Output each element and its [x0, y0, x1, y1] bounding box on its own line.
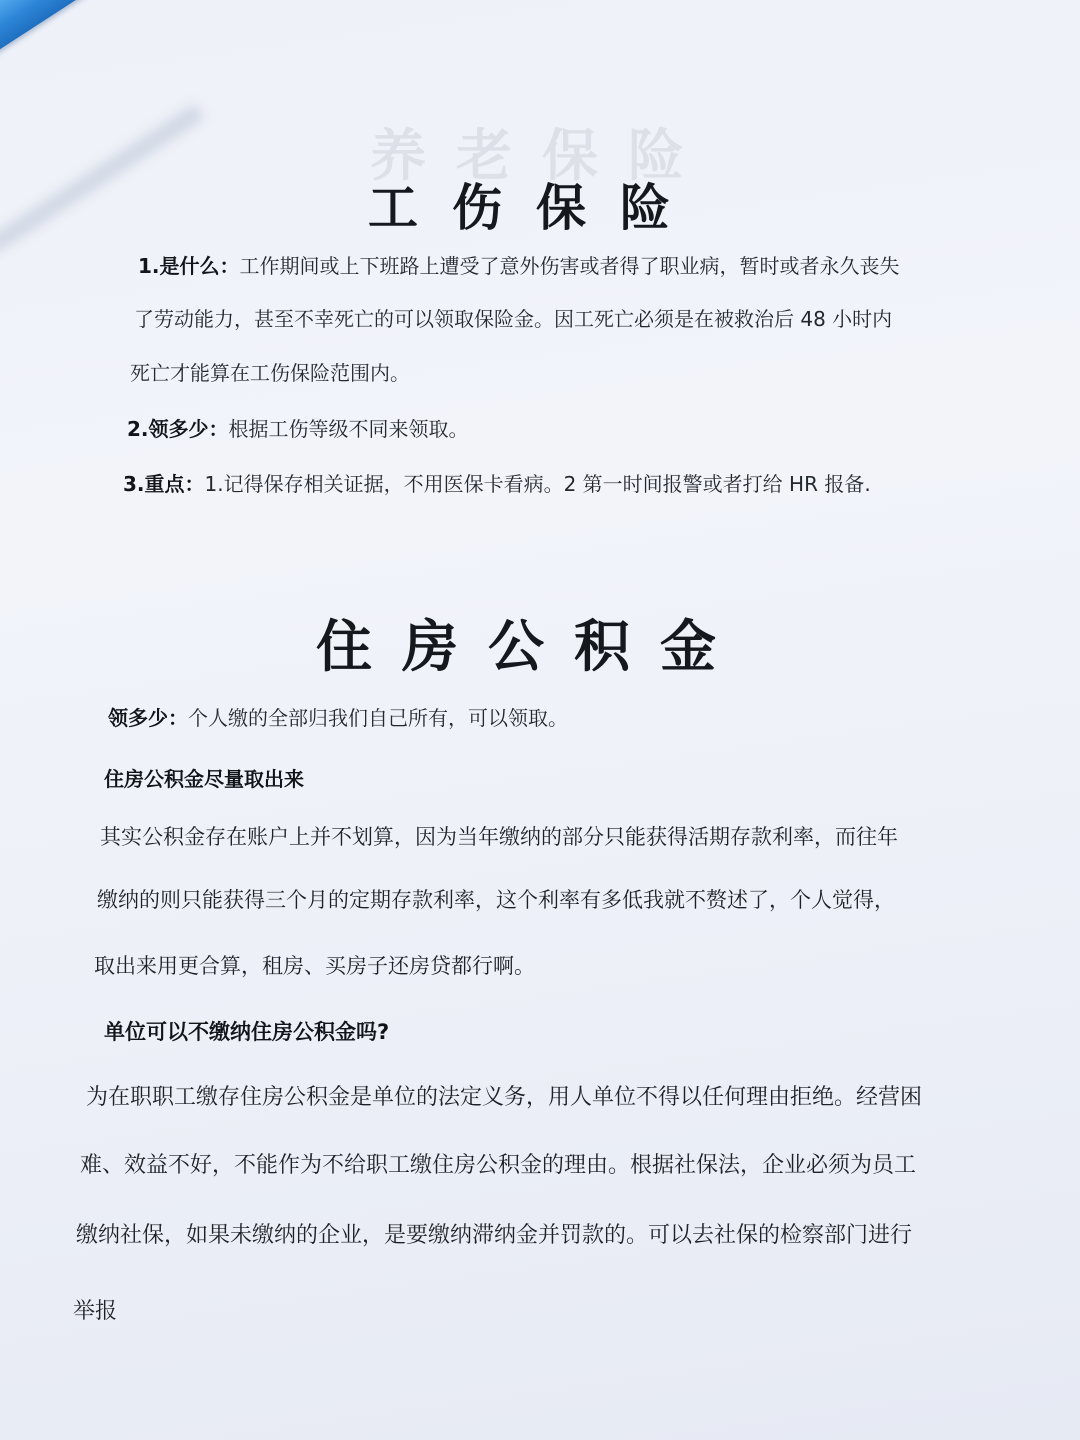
sub2-line4: 举报	[73, 1299, 118, 1324]
item2-line	[127, 413, 469, 442]
item2-text: 根据工伤等级不同来领取。	[228, 417, 469, 441]
item1-label: 1.是什么：	[138, 254, 240, 278]
pen-shadow	[0, 103, 205, 254]
item2-label: 2.领多少：	[127, 417, 229, 441]
claim-line	[108, 702, 568, 731]
blue-pen-icon	[0, 0, 220, 80]
sub2-line1: 为在职职工缴存住房公积金是单位的法定义务，用人单位不得以任何理由拒绝。经营困	[86, 1085, 923, 1110]
item1-line3: 死亡才能算在工伤保险范围内。	[130, 361, 410, 385]
item1-text1: 工作期间或上下班路上遭受了意外伤害或者得了职业病，暂时或者永久丧失	[239, 254, 900, 278]
sub1-line3: 取出来用更合算，租房、买房子还房贷都行啊。	[94, 954, 535, 978]
item1-line1	[138, 250, 900, 279]
sub1-line2: 缴纳的则只能获得三个月的定期存款利率，这个利率有多低我就不赘述了，个人觉得，	[97, 888, 895, 912]
sub2-heading: 单位可以不缴纳住房公积金吗?	[104, 1020, 390, 1044]
claim-text: 个人缴的全部归我们自己所有，可以领取。	[188, 706, 568, 730]
section1-title: 工伤保险	[368, 178, 704, 237]
sub2-line2: 难、效益不好，不能作为不给职工缴住房公积金的理由。根据社保法，企业必须为员工	[80, 1153, 917, 1178]
sub2-line3: 缴纳社保，如果未缴纳的企业，是要缴纳滞纳金并罚款的。可以去社保的检察部门进行	[76, 1223, 913, 1248]
sub1-line1: 其实公积金存在账户上并不划算，因为当年缴纳的部分只能获得活期存款利率，而往年	[100, 825, 898, 849]
item3-line	[123, 468, 871, 497]
ghost-heading: 养老保险	[370, 123, 714, 189]
item3-text: 1.记得保存相关证据，不用医保卡看病。2 第一时间报警或者打给 HR 报备.	[204, 472, 871, 496]
item1-line2: 了劳动能力，甚至不幸死亡的可以领取保险金。因工死亡必须是在被救治后 48 小时内	[134, 307, 893, 331]
sub1-heading: 住房公积金尽量取出来	[104, 767, 304, 791]
section2-title: 住房公积金	[316, 614, 746, 680]
claim-label: 领多少：	[108, 706, 188, 730]
item3-label: 3.重点：	[123, 472, 205, 496]
